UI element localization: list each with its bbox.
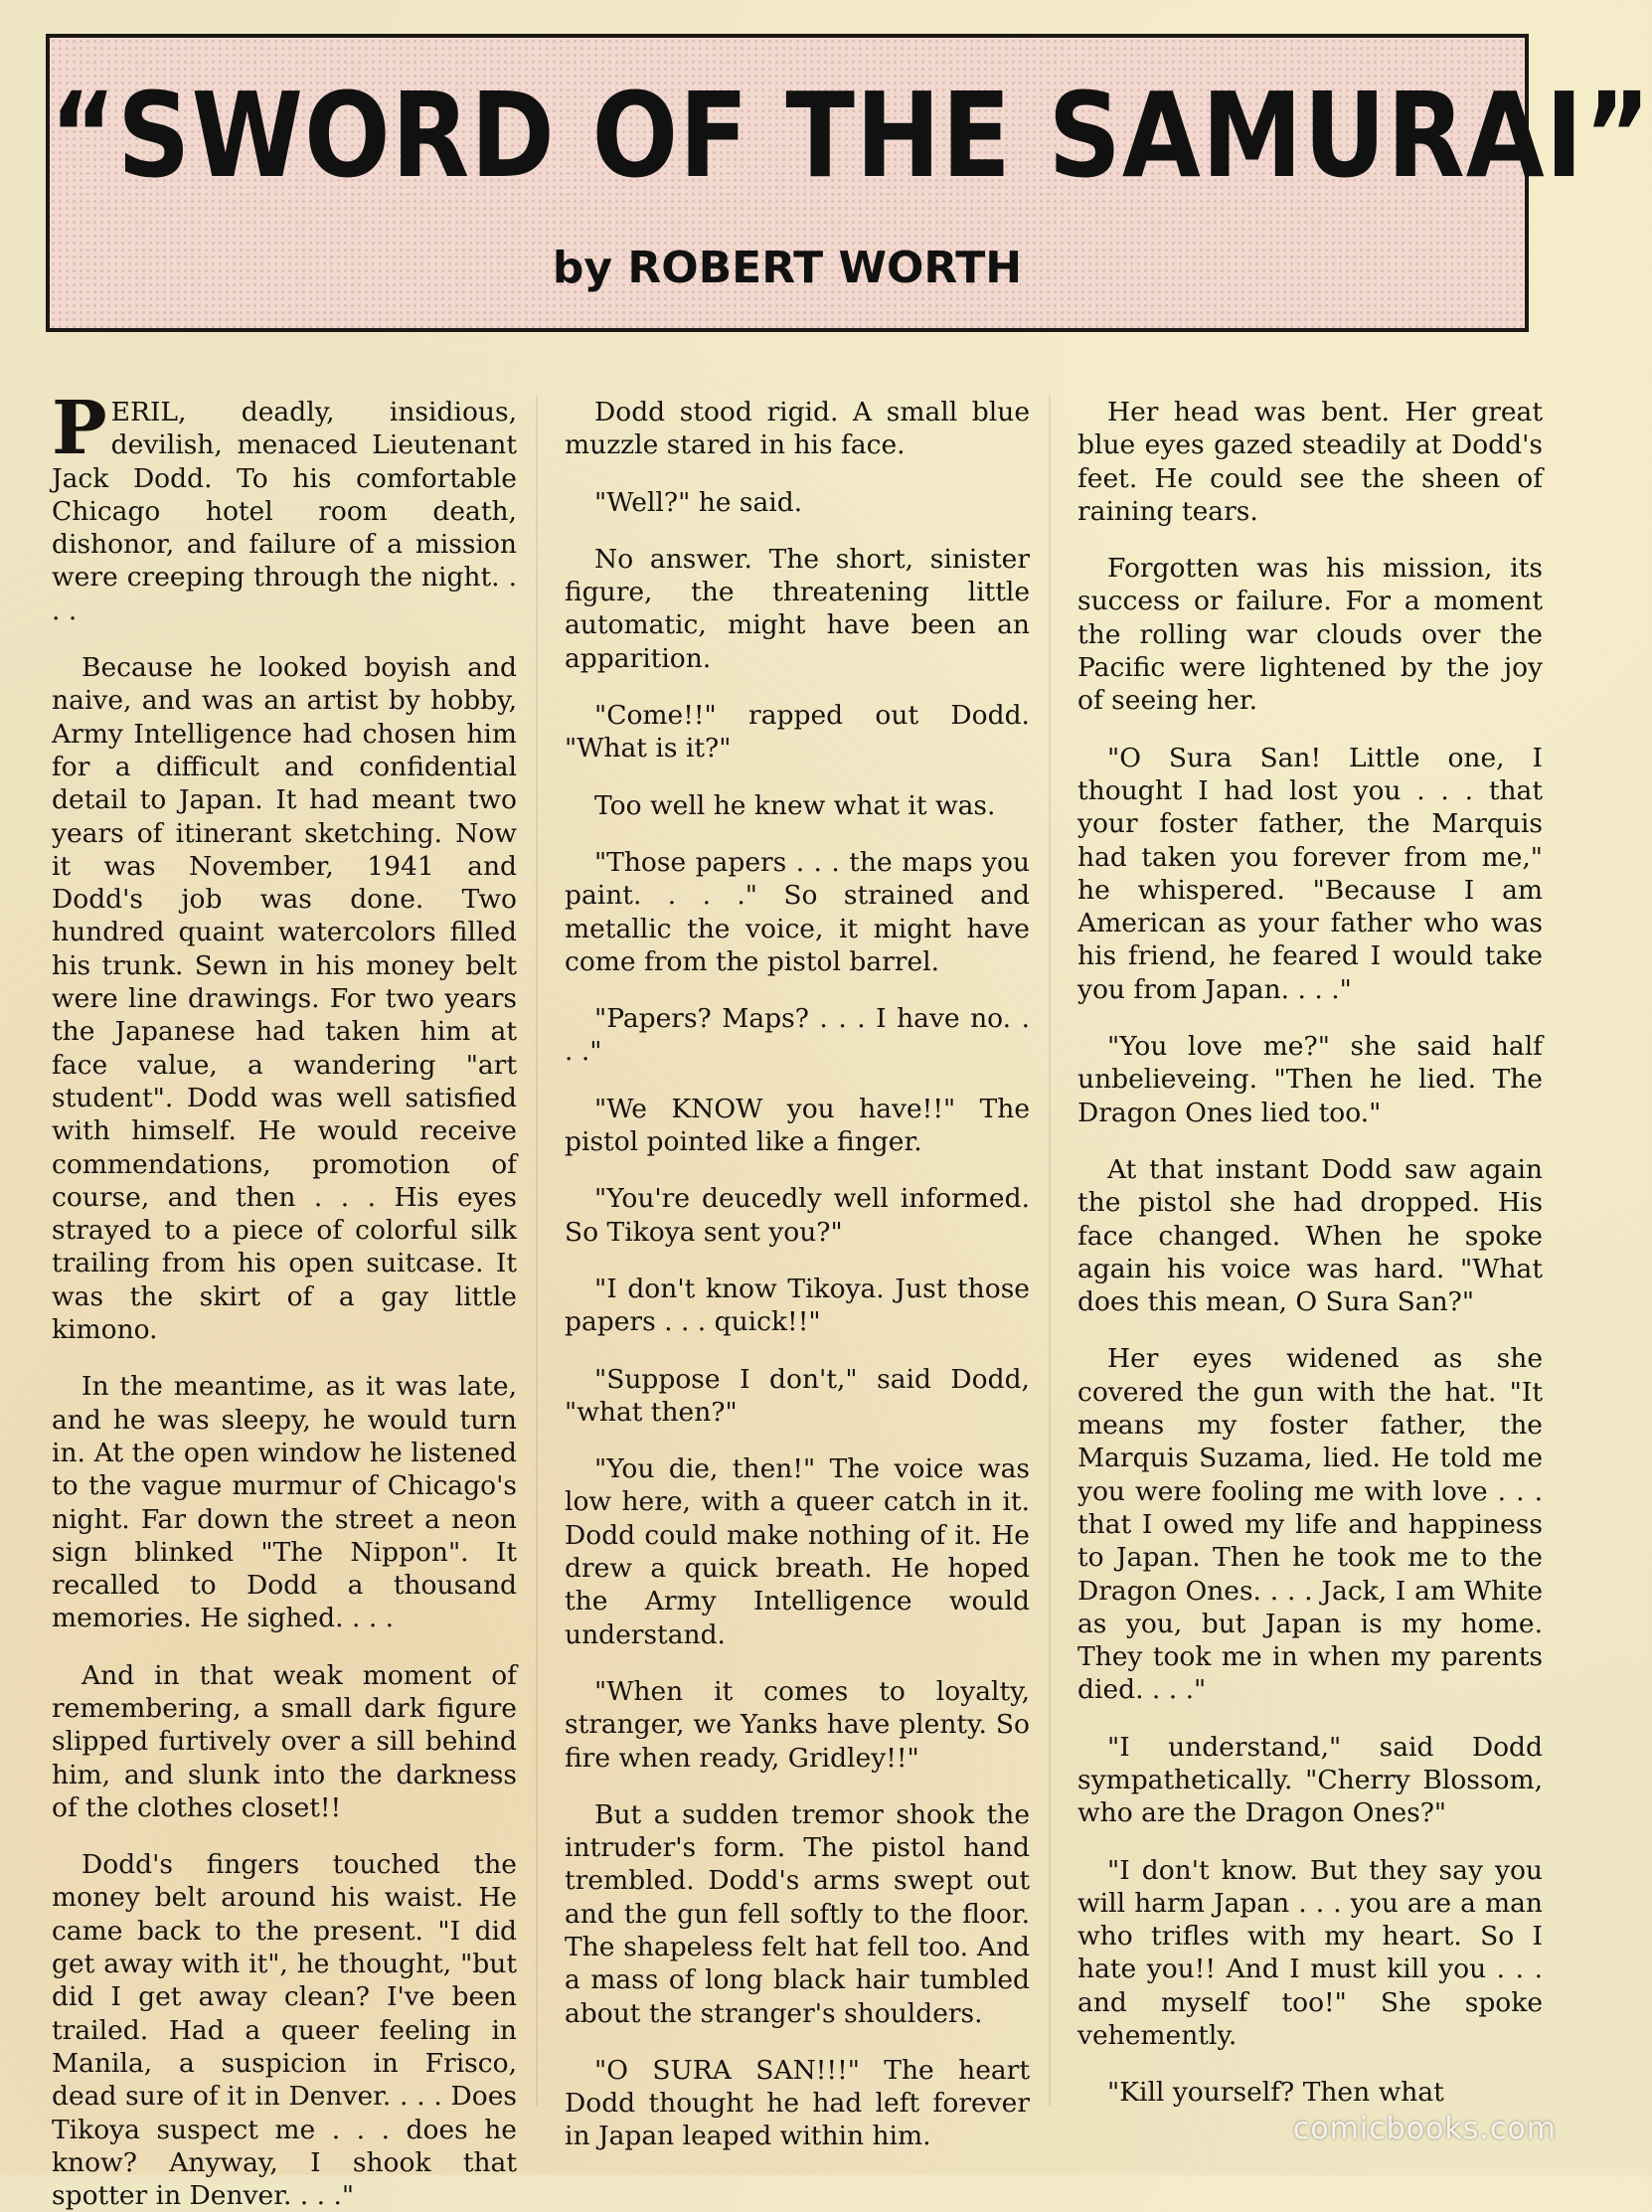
- paragraph: Forgotten was his mission, its success or failure. For a moment the rolling war clouds over the Pacific were lightened by the joy of seeing her.: [1077, 553, 1543, 717]
- text-column-2: [565, 396, 1030, 2152]
- opening-paragraph-text: ERIL, deadly, insidious, devilish, menaced Lieutenant Jack Dodd. To his comfortable Chicago hotel room death, dishonor, and failure of a mission were creeping through the night. . . .: [52, 397, 517, 626]
- drop-cap: P: [52, 386, 107, 471]
- paragraph: Too well he knew what it was.: [594, 789, 996, 821]
- story-title: “SWORD OF THE SAMURAI”: [50, 69, 1652, 205]
- paragraph: "Kill yourself? Then what: [1107, 2077, 1444, 2109]
- column-divider: [1049, 396, 1051, 2106]
- paragraph: "Well?" he said.: [594, 486, 803, 518]
- paragraph: "O SURA SAN!!!" The heart Dodd thought he had left forever in Japan leaped within him.: [565, 2054, 1030, 2152]
- title-banner: [46, 34, 1652, 332]
- site-watermark: comicbooks.com: [1292, 2112, 1557, 2146]
- paragraph: And in that weak moment of remembering, a small dark figure slipped furtively over a sill behind him, and slunk into the darkness of the clothes closet!!: [52, 1659, 517, 1823]
- paragraph: "I don't know Tikoya. Just those papers . . . quick!!": [565, 1273, 1030, 1338]
- paragraph: "I don't know. But they say you will harm Japan . . . you are a man who trifles with my heart. So I hate you!! And I must kill you . . . and myself too!" She spoke vehemently.: [1077, 1854, 1543, 2052]
- paragraph: Because he looked boyish and naive, and was an artist by hobby, Army Intelligence had chosen him for a difficult and confidential detail to Japan. It had meant two years of itinerant sketching. Now it was November, 1941 and Dodd's job was done. Two hundred quaint watercolors filled his trunk. Sewn in his money belt were line drawings. For two years the Japanese had taken him at face value, a wandering "art student". Dodd was well satisfied with himself. He would receive commendations, promotion of course, and then . . . His eyes strayed to a piece of colorful silk trailing from his open suitcase. It was the skirt of a gay little kimono.: [52, 652, 517, 1346]
- paragraph: "I understand," said Dodd sympathetically. "Cherry Blossom, who are the Dragon Ones?": [1077, 1731, 1543, 1829]
- paragraph: Dodd's fingers touched the money belt around his waist. He came back to the present. "I did get away with it", he thought, "but did I get away clean? I've been trailed. Had a queer feeling in Manila, a suspicion in Frisco, dead sure of it in Denver. . . . Does Tikoya suspect me . . . does he know? Anyway, I shook that spotter in Denver. . . .": [52, 1849, 517, 2212]
- paragraph: "You die, then!" The voice was low here, with a queer catch in it. Dodd could make nothing of it. He drew a quick breath. He hoped the Army Intelligence would understand.: [565, 1453, 1030, 1650]
- author-byline: by ROBERT WORTH: [552, 243, 1023, 293]
- paragraph: "When it comes to loyalty, stranger, we Yanks have plenty. So fire when ready, Gridley!!": [565, 1675, 1030, 1774]
- paragraph: "O Sura San! Little one, I thought I had lost you . . . that your foster father, the Marquis had taken you forever from me," he whispered. "Because I am American as your father who was his friend, he feared I would take you from Japan. . . .": [1077, 742, 1543, 1005]
- paragraph: Her head was bent. Her great blue eyes gazed steadily at Dodd's feet. He could see the sheen of raining tears.: [1077, 397, 1543, 527]
- paragraph: "You're deucedly well informed. So Tikoya sent you?": [565, 1183, 1030, 1248]
- column-divider: [536, 396, 538, 2106]
- paragraph: "We KNOW you have!!" The pistol pointed like a finger.: [565, 1093, 1030, 1158]
- paragraph: Dodd stood rigid. A small blue muzzle stared in his face.: [565, 397, 1030, 461]
- paragraph: "You love me?" she said half unbelieveing. "Then he lied. The Dragon Ones lied too.": [1077, 1031, 1543, 1128]
- opening-paragraph: [52, 386, 517, 627]
- paragraph: No answer. The short, sinister figure, the threatening little automatic, might have been an apparition.: [565, 543, 1030, 674]
- paragraph: Her eyes widened as she covered the gun with the hat. "It means my foster father, the Marquis Suzama, lied. He told me you were fooling me with love . . . that I owed my life and happiness to Japan. Then he took me to the Dragon Ones. . . . Jack, I am White as you, but Japan is my home. They took me in when my parents died. . . .": [1077, 1343, 1543, 1706]
- paragraph: But a sudden tremor shook the intruder's form. The pistol hand trembled. Dodd's arms swept out and the gun fell softly to the floor. The shapeless felt hat fell too. And a mass of long black hair tumbled about the stranger's shoulders.: [565, 1798, 1030, 2029]
- text-column-3: [1077, 396, 1543, 2126]
- paragraph: At that instant Dodd saw again the pistol she had dropped. His face changed. When he spoke again his voice was hard. "What does this mean, O Sura San?": [1077, 1153, 1543, 1318]
- paragraph: "Suppose I don't," said Dodd, "what then?": [565, 1363, 1030, 1428]
- text-column-1: [52, 386, 517, 2212]
- paragraph: "Come!!" rapped out Dodd. "What is it?": [565, 700, 1030, 765]
- paragraph: "Those papers . . . the maps you paint. . . ." So strained and metallic the voice, it might have come from the pistol barrel.: [565, 846, 1030, 977]
- paragraph: In the meantime, as it was late, and he was sleepy, he would turn in. At the open window he listened to the vague murmur of Chicago's night. Far down the street a neon sign blinked "The Nippon". It recalled to Dodd a thousand memories. He sighed. . . .: [52, 1371, 517, 1634]
- paragraph: "Papers? Maps? . . . I have no. . . .": [565, 1003, 1030, 1068]
